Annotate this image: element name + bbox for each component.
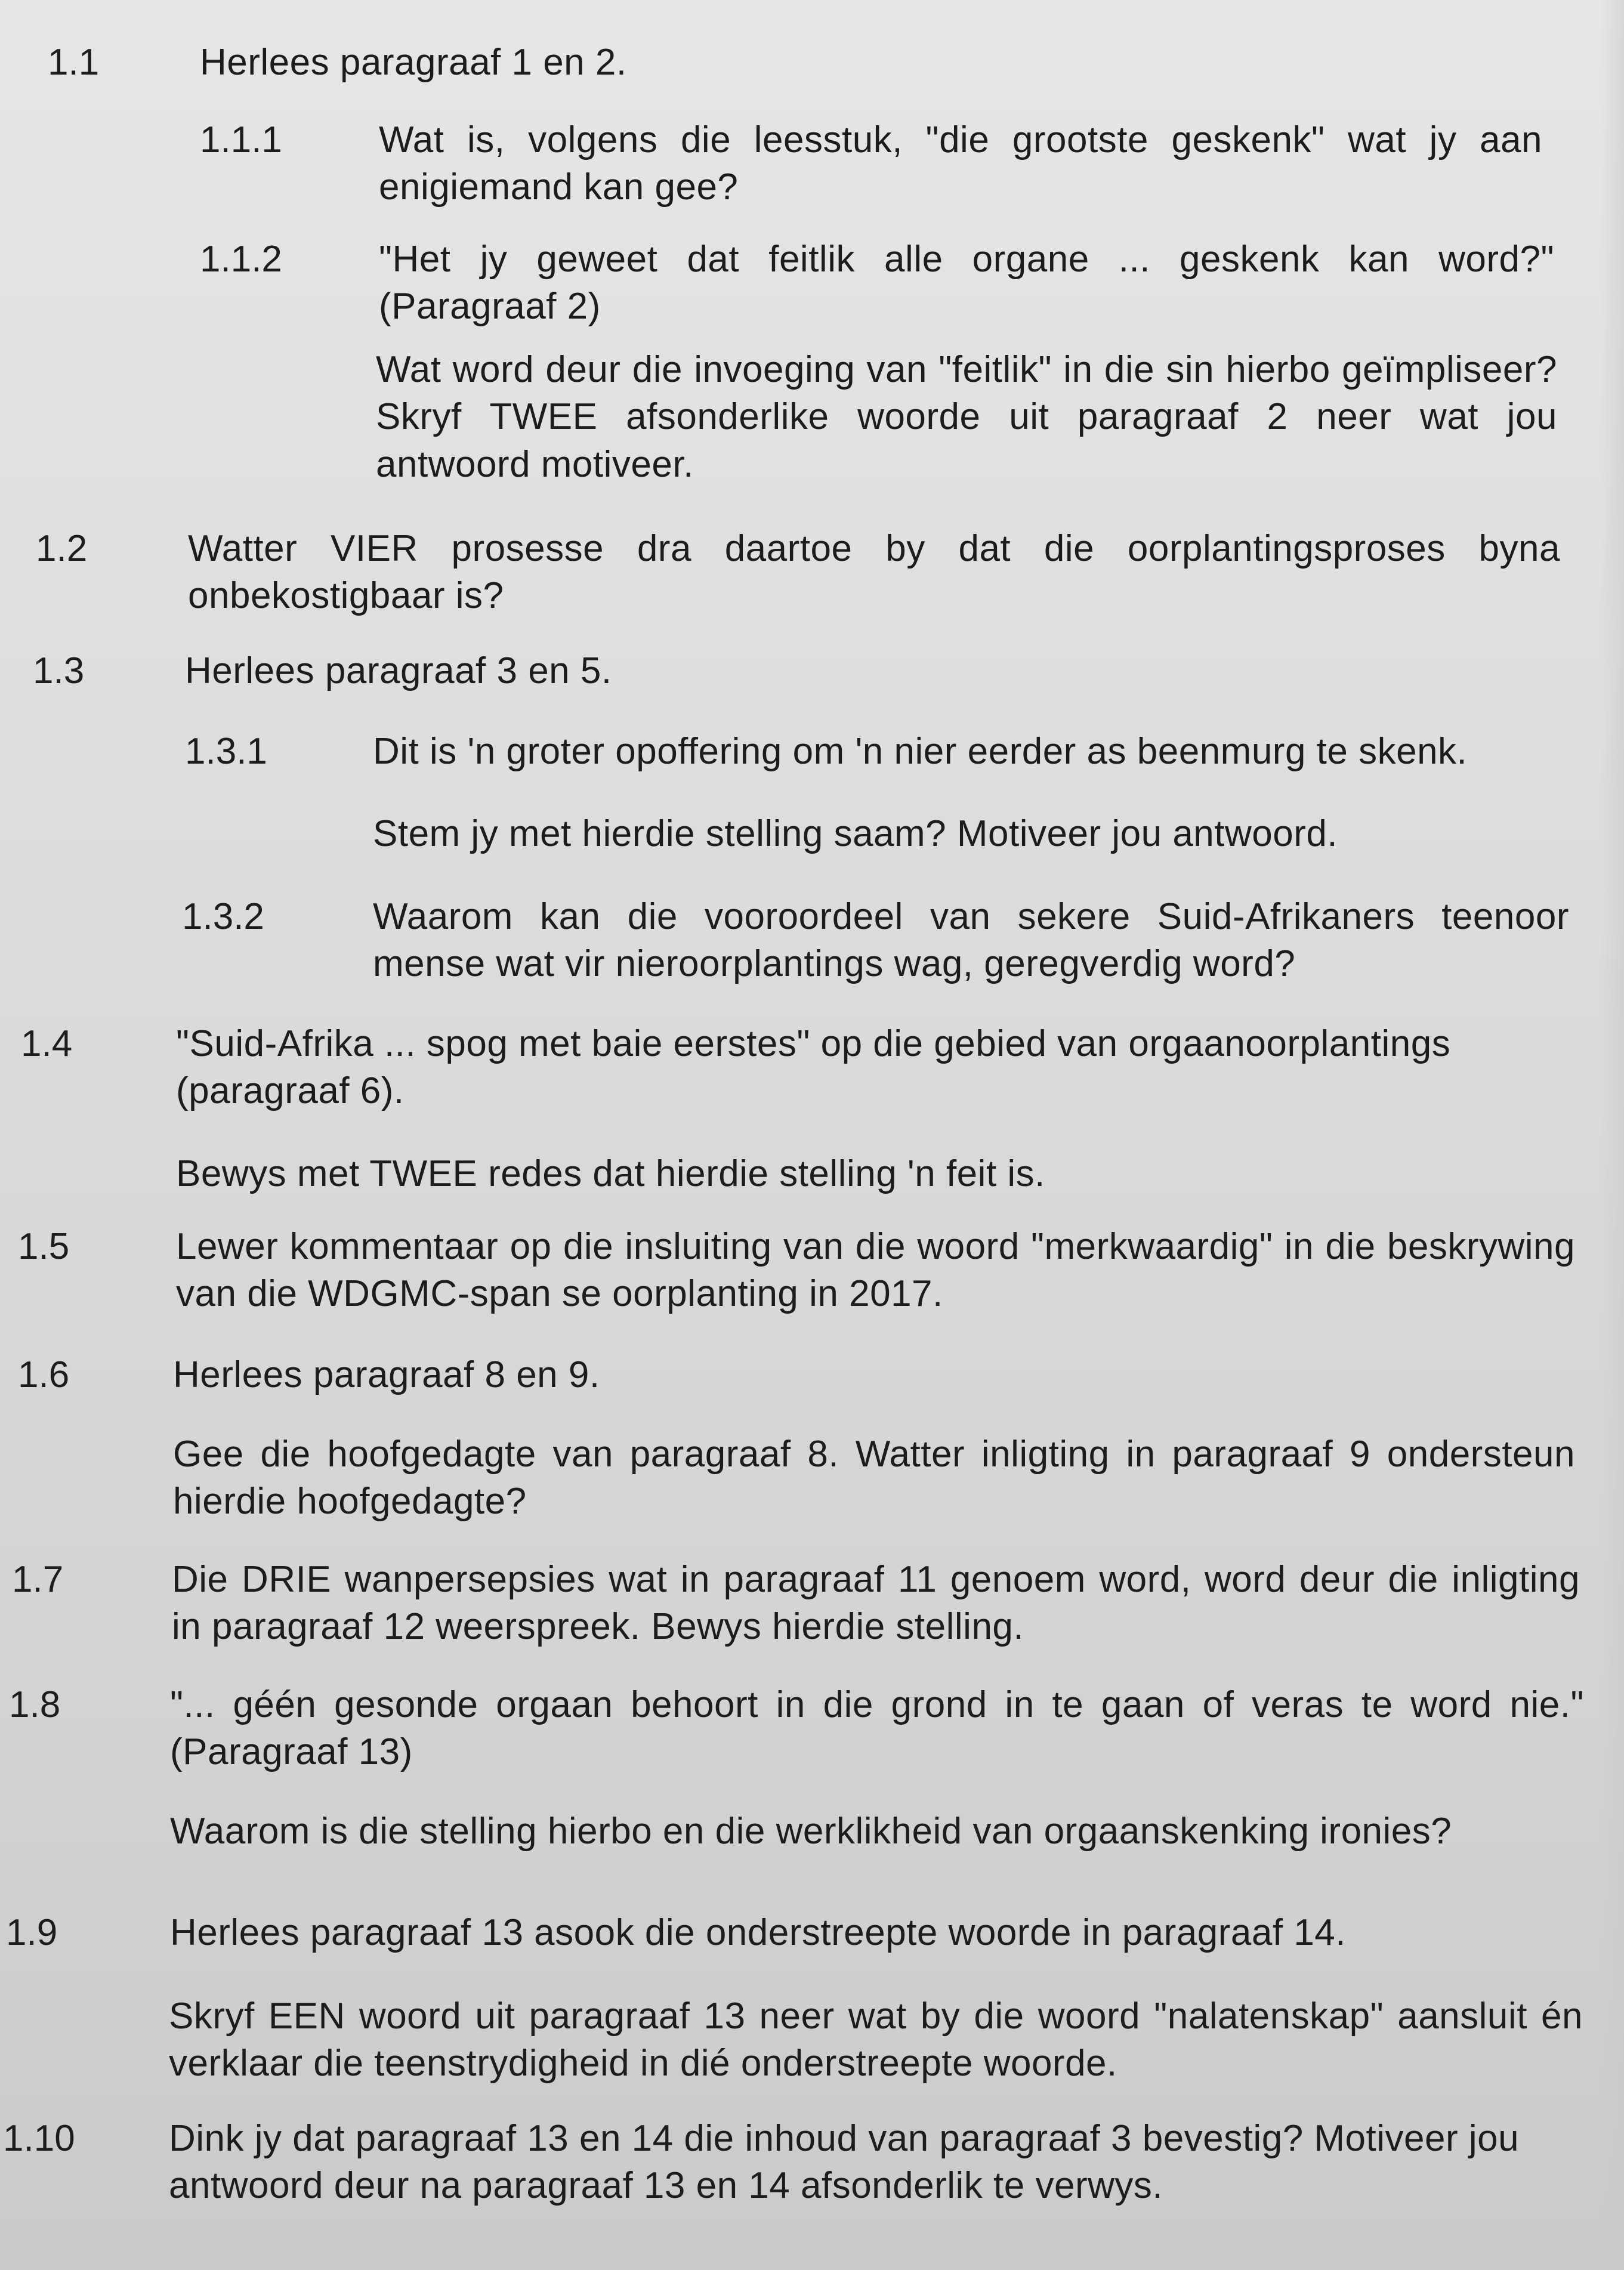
question-subtext-1-3-1: Stem jy met hierdie stelling saam? Motiveer jou antwoord. [373, 813, 1338, 854]
question-number-1-4: 1.4 [21, 1023, 73, 1064]
question-subtext-1-8: Waarom is die stelling hierbo en die werklikheid van orgaanskenking ironies? [170, 1811, 1452, 1852]
question-text-1-7: Die DRIE wanpersepsies wat in paragraaf 11 genoem word, word deur die inligting in paragraaf 12 weerspreek. Bewys hierdie stelling. [172, 1559, 1580, 1648]
question-text-1-3-2: Waarom kan die vooroordeel van sekere Suid-Afrikaners teenoor mense wat vir nieroorplantings wag, geregverdig word? [373, 896, 1569, 985]
question-number-1-9: 1.9 [6, 1912, 58, 1953]
question-text-1-5: Lewer kommentaar op die insluiting van die woord "merkwaardig" in die beskrywing van die WDGMC-span se oorplanting in 2017. [176, 1226, 1575, 1315]
question-subtext-1-6: Gee die hoofgedagte van paragraaf 8. Watter inligting in paragraaf 9 ondersteun hierdie hoofgedagte? [173, 1434, 1575, 1522]
question-text-1-3: Herlees paragraaf 3 en 5. [185, 650, 612, 691]
question-text-1-1: Herlees paragraaf 1 en 2. [200, 42, 627, 83]
question-number-1-5: 1.5 [18, 1226, 70, 1267]
question-text-1-4: "Suid-Afrika ... spog met baie eerstes" op die gebied van orgaanoorplantings (paragraaf 6). [176, 1023, 1451, 1112]
question-text-1-9: Herlees paragraaf 13 asook die onderstreepte woorde in paragraaf 14. [170, 1912, 1347, 1953]
question-text-1-1-1: Wat is, volgens die leesstuk, "die grootste geskenk" wat jy aan enigiemand kan gee? [379, 119, 1542, 208]
question-text-1-10: Dink jy dat paragraaf 13 en 14 die inhoud van paragraaf 3 bevestig? Motiveer jou antwoord deur na paragraaf 13 en 14 afsonderlik te verwys. [169, 2118, 1520, 2207]
question-number-1-10: 1.10 [3, 2118, 75, 2159]
question-number-1-7: 1.7 [12, 1559, 64, 1600]
question-subtext-1-9: Skryf EEN woord uit paragraaf 13 neer wat by die woord "nalatenskap" aansluit én verklaar die teenstrydigheid in dié onderstreepte woorde. [169, 1996, 1583, 2084]
question-number-1-3: 1.3 [33, 650, 85, 691]
question-text-1-3-1: Dit is 'n groter opoffering om 'n nier eerder as beenmurg te skenk. [373, 731, 1468, 772]
question-number-1-8: 1.8 [9, 1684, 61, 1725]
question-number-1-3-1: 1.3.1 [185, 731, 267, 772]
question-number-1-1: 1.1 [48, 42, 100, 83]
question-text-1-2: Watter VIER prosesse dra daartoe by dat die oorplantingsproses byna onbekostigbaar is? [188, 528, 1560, 617]
question-subtext-1-4: Bewys met TWEE redes dat hierdie stelling 'n feit is. [176, 1153, 1045, 1194]
question-text-1-1-2: "Het jy geweet dat feitlik alle organe ... geskenk kan word?" (Paragraaf 2) [379, 239, 1554, 328]
question-number-1-3-2: 1.3.2 [182, 896, 264, 937]
question-number-1-6: 1.6 [18, 1354, 70, 1395]
question-number-1-1-2: 1.1.2 [200, 239, 282, 280]
question-subtext-1-1-2: Wat word deur die invoeging van "feitlik" in die sin hierbo geïmpliseer? Skryf TWEE afsonderlike woorde uit paragraaf 2 neer wat jou antwoord motiveer. [376, 349, 1557, 485]
question-number-1-2: 1.2 [36, 528, 88, 569]
question-text-1-6: Herlees paragraaf 8 en 9. [173, 1354, 600, 1395]
question-text-1-8: "... géén gesonde orgaan behoort in die grond in te gaan of veras te word nie." (Paragraaf 13) [170, 1684, 1584, 1773]
scan-shadow-edge [1600, 0, 1624, 2270]
question-number-1-1-1: 1.1.1 [200, 119, 282, 160]
